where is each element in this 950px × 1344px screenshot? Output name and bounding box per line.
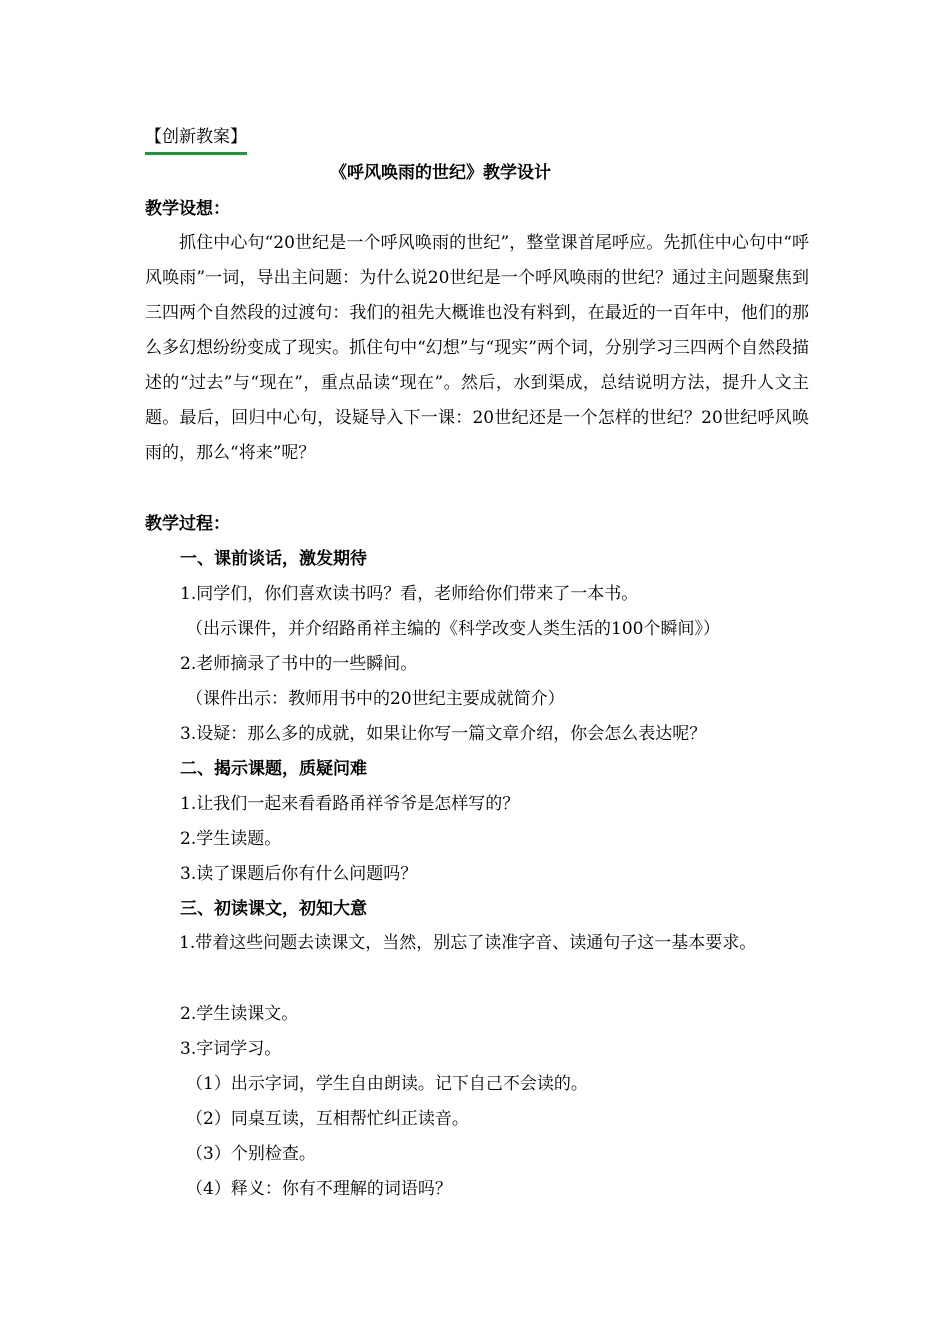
lesson-tag: 【创新教案】	[145, 124, 247, 155]
process-heading: 教学过程：	[145, 514, 230, 534]
section1-item3: 3.设疑：那么多的成就，如果让你写一篇文章介绍，你会怎么表达呢？	[180, 724, 707, 744]
section1-note2: （课件出示：教师用书中的20世纪主要成就简介）	[186, 689, 565, 709]
section3-title: 三、初读课文，初知大意	[180, 899, 367, 919]
design-paragraph: 抓住中心句“20世纪是一个呼风唤雨的世纪”，整堂课首尾呼应。先抓住中心句中“呼风唤雨”一词，导出主问题：为什么说20世纪是一个呼风唤雨的世纪？通过主问题聚焦到三四两个自然段的过渡句：我们的祖先大概谁也没有料到，在最近的一百年中，他们的那么多幻想纷纷变成了现实。抓住句中“幻想”与“现实”两个词，分别学习三四两个自然段描述的“过去”与“现在”，重点品读“现在”。然后，水到渠成，总结说明方法，提升人文主题。最后，回归中心句，设疑导入下一课：20世纪还是一个怎样的世纪？20世纪呼风唤雨的，那么“将来”呢？	[145, 233, 809, 463]
document-title: 《呼风唤雨的世纪》教学设计	[330, 163, 551, 183]
section3-item3: 3.字词学习。	[180, 1039, 282, 1059]
section1-note1: （出示课件，并介绍路甬祥主编的《科学改变人类生活的100个瞬间》）	[186, 619, 720, 639]
section1-item2: 2.老师摘录了书中的一些瞬间。	[180, 654, 418, 674]
section2-item3: 3.读了课题后你有什么问题吗？	[180, 864, 418, 884]
design-heading: 教学设想：	[145, 199, 230, 219]
section3-sub2: （2）同桌互读，互相帮忙纠正读音。	[186, 1109, 469, 1129]
section3-item2: 2.学生读课文。	[180, 1004, 299, 1024]
section2-item2: 2.学生读题。	[180, 829, 282, 849]
section3-item1: 1.带着这些问题去读课文，当然，别忘了读准字音、读通句子这一基本要求。	[179, 933, 757, 953]
section3-sub3: （3）个别检查。	[186, 1144, 316, 1164]
section1-title: 一、课前谈话，激发期待	[180, 549, 367, 569]
section3-sub1: （1）出示字词，学生自由朗读。记下自己不会读的。	[186, 1074, 588, 1094]
section1-item1: 1.同学们，你们喜欢读书吗？看，老师给你们带来了一本书。	[180, 584, 639, 604]
section2-title: 二、揭示课题，质疑问难	[180, 759, 367, 779]
section2-item1: 1.让我们一起来看看路甬祥爷爷是怎样写的？	[180, 794, 520, 814]
section3-sub4: （4）释义：你有不理解的词语吗？	[186, 1179, 452, 1199]
